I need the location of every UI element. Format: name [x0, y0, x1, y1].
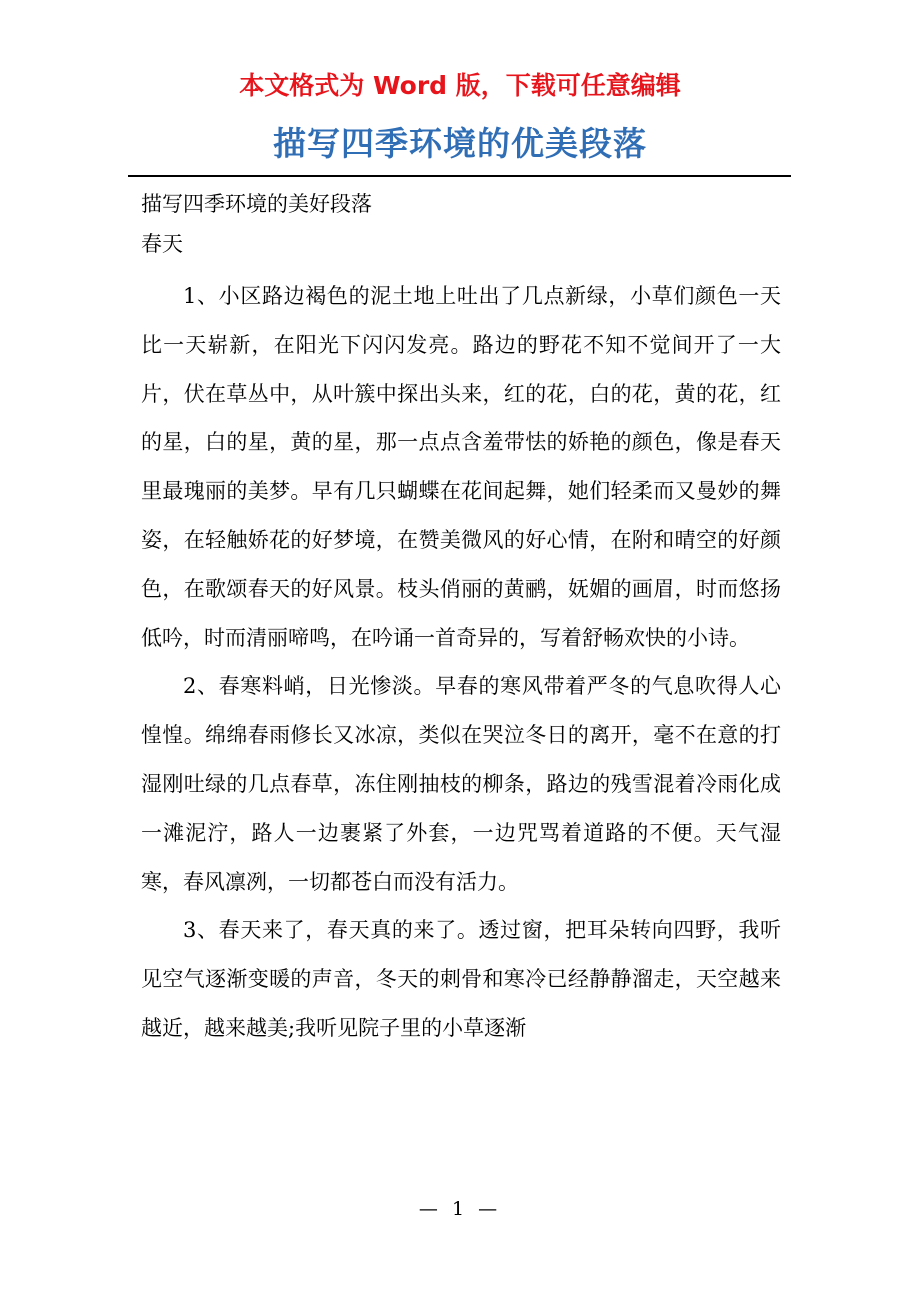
page-number: — 1 — [418, 1198, 502, 1220]
document-title: 描写四季环境的优美段落 [273, 124, 647, 163]
subtitle: 描写四季环境的美好段落 [141, 192, 372, 216]
paragraph-2: 2、春寒料峭，日光惨淡。早春的寒风带着严冬的气息吹得人心惶惶。绵绵春雨修长又冰凉，类似在哭泣冬日的离开，毫不在意的打湿刚吐绿的几点春草，冻住刚抽枝的柳条，路边的残雪混着冷雨化成一滩泥泞，路人一边裹紧了外套，一边咒骂着道路的不便。天气湿寒，春风凛冽，一切都苍白而没有活力。 [141, 674, 781, 894]
spacer [141, 264, 781, 272]
title-divider [128, 175, 791, 177]
section-heading-spring: 春天 [141, 232, 183, 256]
paragraph-1: 1、小区路边褐色的泥土地上吐出了几点新绿，小草们颜色一天比一天崭新，在阳光下闪闪发亮。路边的野花不知不觉间开了一大片，伏在草丛中，从叶簇中探出头来，红的花，白的花，黄的花，红的星，白的星，黄的星，那一点点含羞带怯的娇艳的颜色，像是春天里最瑰丽的美梦。早有几只蝴蝶在花间起舞，她们轻柔而又曼妙的舞姿，在轻触娇花的好梦境，在赞美微风的好心情，在附和晴空的好颜色，在歌颂春天的好风景。枝头俏丽的黄鹂，妩媚的画眉，时而悠扬低吟，时而清丽啼鸣，在吟诵一首奇异的，写着舒畅欢快的小诗。 [141, 284, 781, 650]
format-notice: 本文格式为 Word 版，下载可任意编辑 [239, 71, 681, 100]
document-body [141, 184, 781, 1053]
paragraph-3: 3、春天来了，春天真的来了。透过窗，把耳朵转向四野，我听见空气逐渐变暖的声音，冬天的刺骨和寒冷已经静静溜走，天空越来越近，越来越美;我听见院子里的小草逐渐 [141, 918, 781, 1040]
